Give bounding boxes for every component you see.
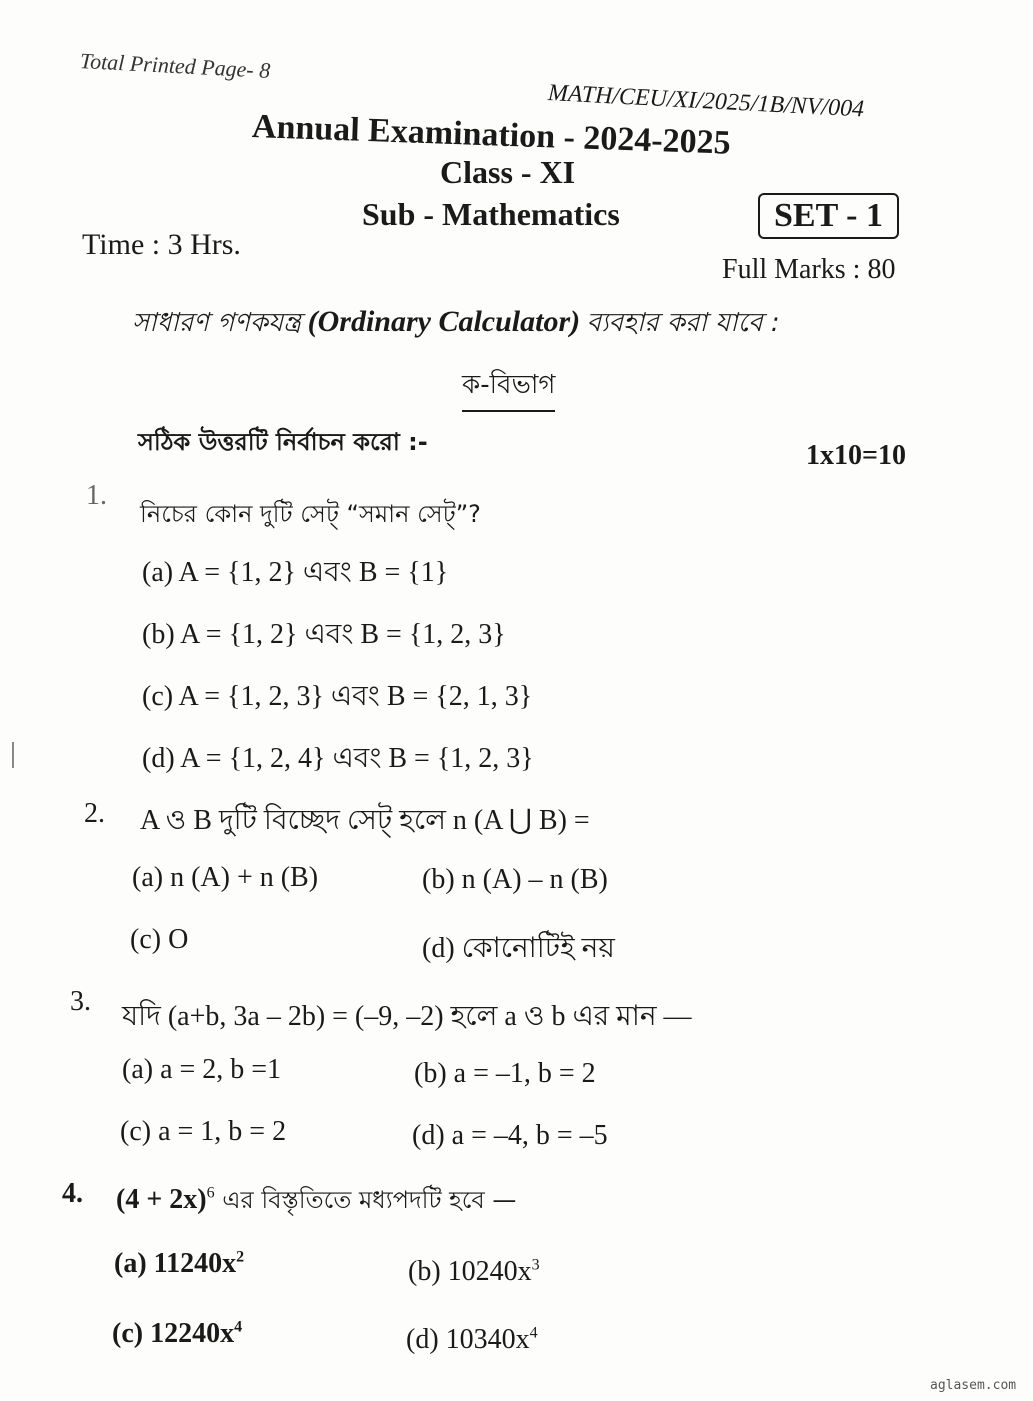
q4-text bbox=[116, 1182, 516, 1222]
q1-option-d: (d) A = {1, 2, 4} এবং B = {1, 2, 3} bbox=[142, 743, 534, 774]
q4-option-d bbox=[406, 1324, 538, 1356]
instruction-calculator: (Ordinary Calculator) bbox=[307, 305, 581, 338]
q4-option-c-exp: 4 bbox=[234, 1318, 243, 1336]
q4-option-d-text: (d) 10340x bbox=[406, 1324, 530, 1355]
q3-text: যদি (a+b, 3a – 2b) = (–9, –2) হলে a ও b এর মান — bbox=[122, 1001, 692, 1032]
margin-mark bbox=[12, 742, 14, 768]
q3-option-a: (a) a = 2, b =1 bbox=[122, 1054, 282, 1085]
subject-label: Sub - Mathematics bbox=[362, 196, 620, 232]
time-label: Time : 3 Hrs. bbox=[82, 228, 241, 261]
q4-option-b bbox=[408, 1256, 540, 1288]
instruction-prefix: সাধারণ গণকযন্ত্র bbox=[132, 308, 302, 338]
q4-option-c-text: (c) 12240x bbox=[112, 1318, 235, 1349]
q3-number: 3. bbox=[70, 986, 91, 1017]
q3-option-d: (d) a = –4, b = –5 bbox=[412, 1120, 608, 1151]
q1-number: 1. bbox=[86, 480, 107, 511]
total-pages: Total Printed Page- 8 bbox=[79, 48, 271, 83]
q2-option-a: (a) n (A) + n (B) bbox=[132, 862, 319, 893]
instruction-suffix: ব্যবহার করা যাবে : bbox=[586, 308, 780, 338]
q2-number: 2. bbox=[84, 798, 105, 829]
q1-text: নিচের কোন দুটি সেট্ “সমান সেট্”? bbox=[140, 500, 481, 528]
q4-option-a bbox=[114, 1248, 244, 1280]
q4-option-d-exp: 4 bbox=[529, 1324, 538, 1342]
q2-option-b: (b) n (A) – n (B) bbox=[422, 864, 608, 895]
set-badge: SET - 1 bbox=[758, 193, 899, 239]
paper-code: MATH/CEU/XI/2025/1B/NV/004 bbox=[547, 80, 865, 123]
q4-exponent: 6 bbox=[206, 1184, 215, 1202]
q4-option-a-exp: 2 bbox=[236, 1248, 245, 1266]
q4-option-a-text: (a) 11240x bbox=[114, 1248, 237, 1279]
calculator-instruction bbox=[132, 302, 780, 346]
q3-option-c: (c) a = 1, b = 2 bbox=[120, 1116, 287, 1147]
q4-option-c bbox=[112, 1318, 242, 1350]
q4-text-suffix: এর বিস্তৃতিতে মধ্যপদটি হবে — bbox=[214, 1186, 517, 1214]
q3-option-b: (b) a = –1, b = 2 bbox=[414, 1058, 596, 1089]
q4-number: 4. bbox=[62, 1178, 83, 1209]
q2-text: A ও B দুটি বিচ্ছেদ সেট্ হলে n (A ⋃ B) = bbox=[140, 805, 590, 836]
q4-expression: (4 + 2x) bbox=[116, 1184, 207, 1215]
section-title: ক-বিভাগ bbox=[462, 364, 555, 412]
section-directive: সঠিক উত্তরটি নির্বাচন করো :- bbox=[138, 428, 428, 456]
section-marks: 1x10=10 bbox=[806, 440, 906, 471]
exam-title: Annual Examination - 2024-2025 bbox=[251, 108, 732, 162]
q2-option-d: (d) কোনোটিই নয় bbox=[422, 933, 615, 964]
q4-option-b-exp: 3 bbox=[531, 1256, 540, 1274]
class-label: Class - XI bbox=[440, 154, 576, 190]
q1-option-a: (a) A = {1, 2} এবং B = {1} bbox=[142, 557, 449, 588]
q1-option-c: (c) A = {1, 2, 3} এবং B = {2, 1, 3} bbox=[142, 681, 533, 712]
q2-option-c: (c) O bbox=[130, 924, 189, 955]
q4-option-b-text: (b) 10240x bbox=[408, 1256, 532, 1287]
q1-option-b: (b) A = {1, 2} এবং B = {1, 2, 3} bbox=[142, 619, 506, 650]
full-marks: Full Marks : 80 bbox=[722, 254, 896, 285]
watermark: aglasem.com bbox=[930, 1378, 1017, 1393]
